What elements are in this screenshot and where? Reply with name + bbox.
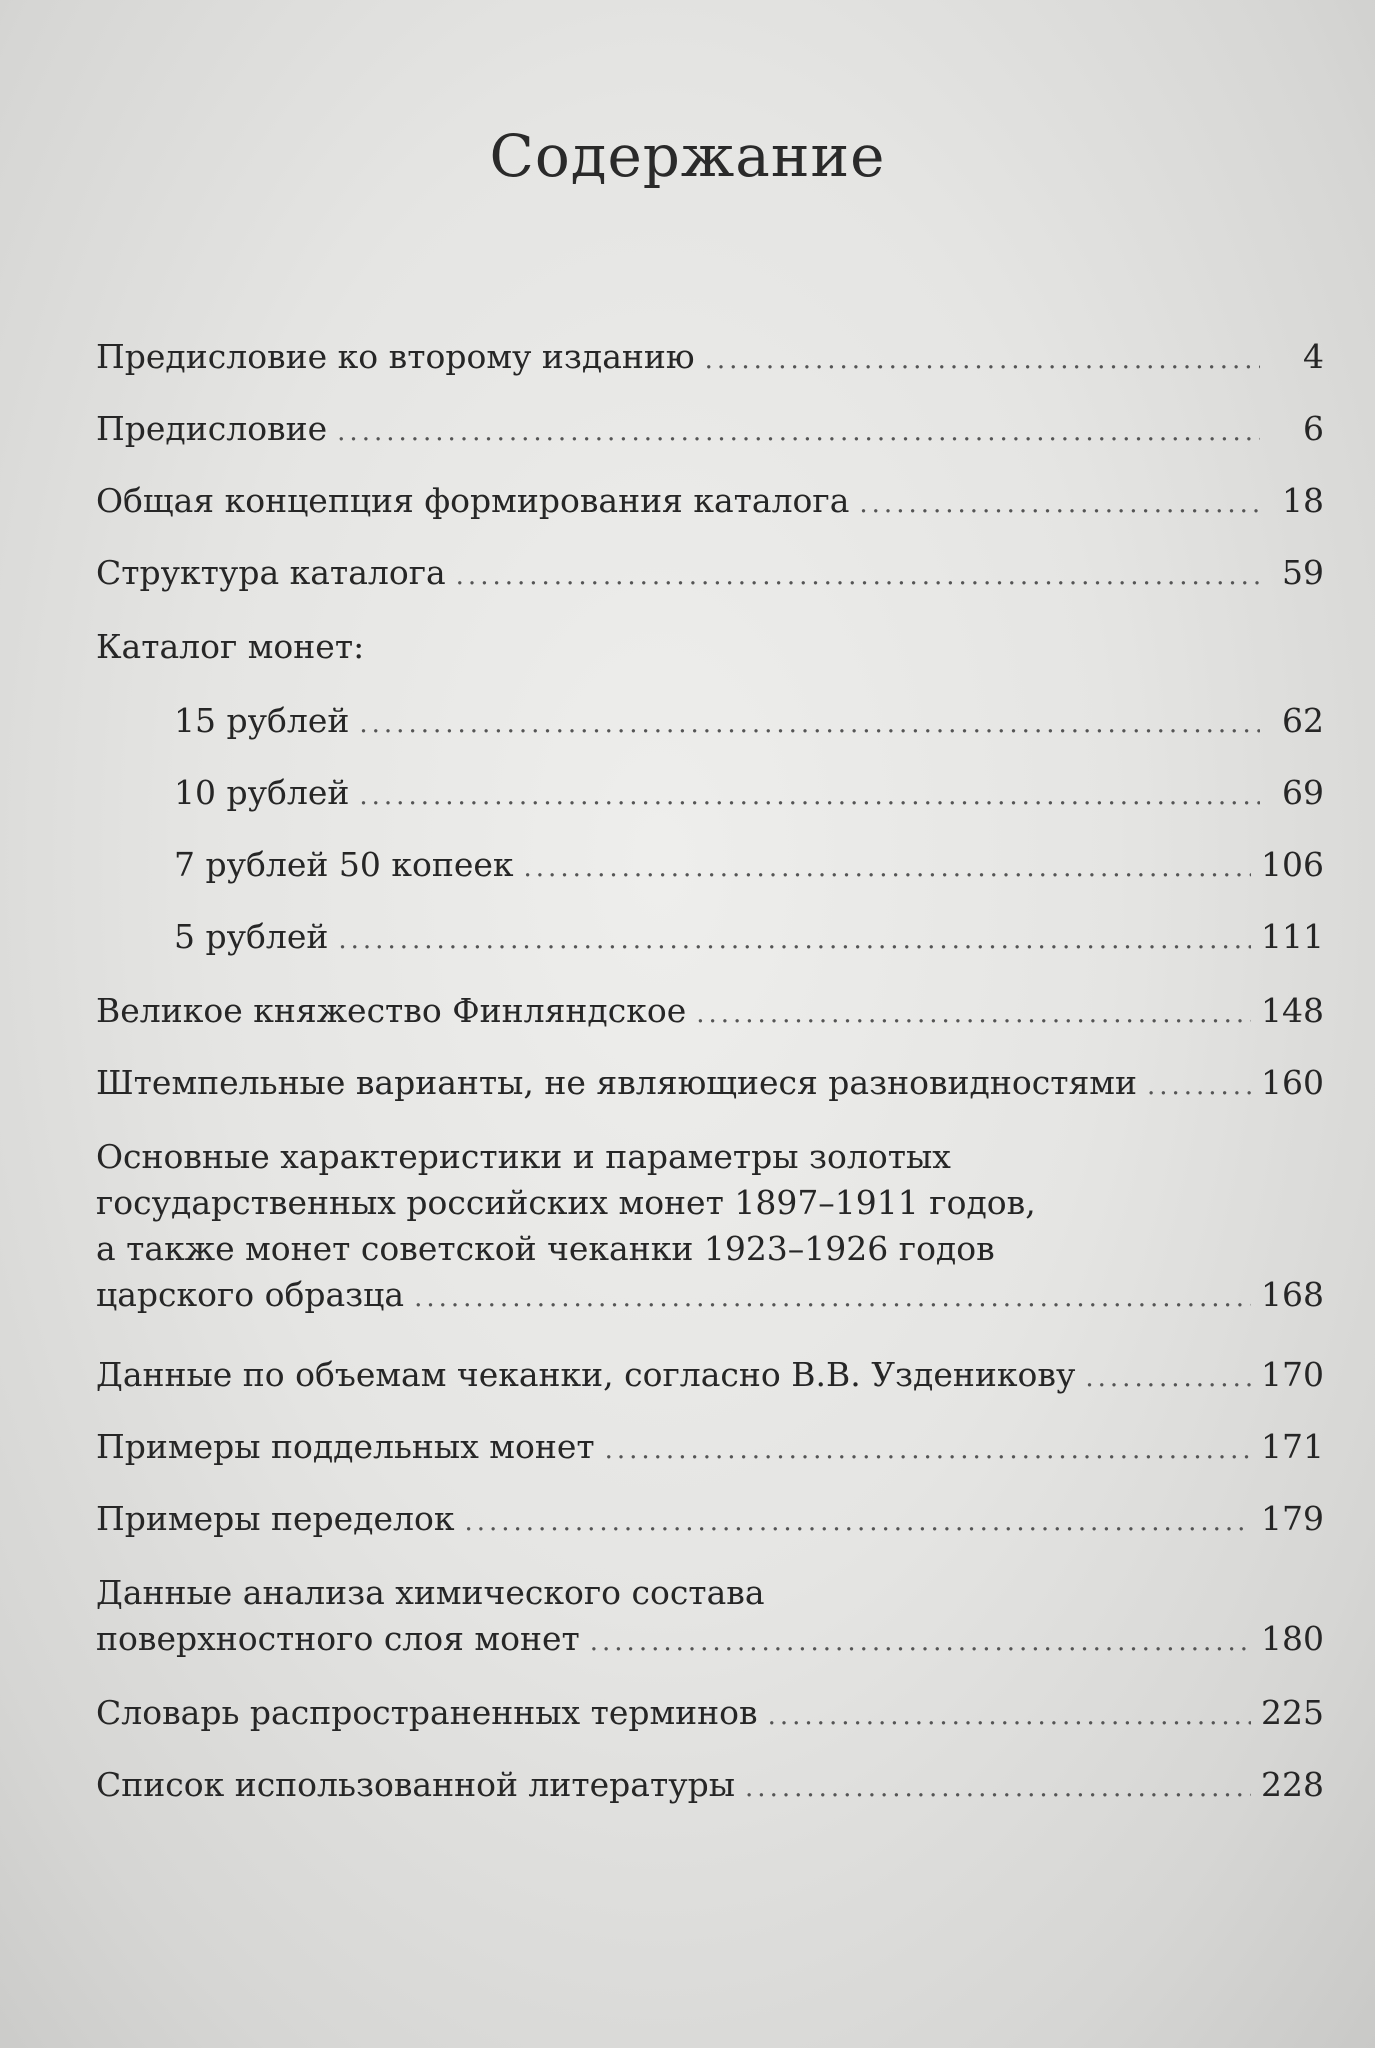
toc-entry-title: Общая концепция формирования каталога — [96, 481, 850, 520]
dot-leader — [745, 1765, 1251, 1811]
dot-leader — [338, 917, 1251, 963]
toc-entry-page: 106 — [1261, 845, 1324, 884]
toc-entry — [96, 1352, 1324, 1401]
dot-leader — [1147, 1063, 1251, 1109]
dot-leader — [696, 991, 1251, 1037]
toc-entry — [96, 334, 1324, 383]
dot-leader — [524, 845, 1251, 891]
toc-entry-title: 5 рублей — [174, 917, 329, 956]
toc-entry-title: Словарь распространенных терминов — [96, 1693, 758, 1732]
dot-leader — [414, 1275, 1251, 1321]
toc-entry-title-line: Данные анализа химического состава — [96, 1573, 765, 1612]
toc-entry-title: Данные по объемам чеканки, согласно В.В. Узденикову — [96, 1355, 1076, 1394]
toc-entry-title: 10 рублей — [174, 773, 350, 812]
toc-entry-title: Предисловие ко второму изданию — [96, 337, 695, 376]
dot-leader — [859, 481, 1260, 527]
toc-entry — [96, 1762, 1324, 1811]
toc-entry-page: 6 — [1303, 409, 1324, 448]
toc-entry-page: 69 — [1282, 773, 1324, 812]
toc-entry-page: 18 — [1282, 481, 1324, 520]
dot-leader — [1085, 1355, 1251, 1401]
toc-entry-page: 62 — [1282, 701, 1324, 740]
toc-entry-title: Великое княжество Финляндское — [96, 991, 687, 1030]
toc-entry-page: 180 — [1261, 1619, 1324, 1658]
toc-entry — [96, 406, 1324, 455]
toc-entry-page: 59 — [1282, 553, 1324, 592]
dot-leader — [705, 337, 1260, 383]
dot-leader — [359, 773, 1260, 819]
dot-leader — [464, 1499, 1251, 1545]
toc-entry-page: 4 — [1303, 337, 1324, 376]
toc-entry-title: Примеры переделок — [96, 1499, 455, 1538]
toc-entry-title: поверхностного слоя монет — [96, 1619, 580, 1658]
toc-entry — [96, 1496, 1324, 1545]
toc-entry-title: Штемпельные варианты, не являющиеся разновидностями — [96, 1063, 1137, 1102]
toc-entry-multiline — [96, 1134, 1324, 1321]
toc-entry-title: царского образца — [96, 1275, 405, 1314]
toc-entry-title-line: а также монет советской чеканки 1923–1926 годов — [96, 1229, 995, 1268]
toc-entry-title: Каталог монет: — [96, 627, 365, 666]
dot-leader — [590, 1619, 1251, 1665]
toc-entry-title: Список использованной литературы — [96, 1765, 736, 1804]
toc-entry-page: 160 — [1261, 1063, 1324, 1102]
toc-section-heading — [96, 624, 1324, 670]
toc-entry-page: 228 — [1261, 1765, 1324, 1804]
page-title: Содержание — [489, 122, 886, 190]
toc-subentry — [174, 914, 1324, 963]
toc-entry-page: 111 — [1261, 917, 1324, 956]
toc-subentry — [174, 770, 1324, 819]
dot-leader — [768, 1693, 1251, 1739]
toc-subentry — [174, 842, 1324, 891]
toc-entry-title: 7 рублей 50 копеек — [174, 845, 514, 884]
toc-entry-page: 171 — [1261, 1427, 1324, 1466]
dot-leader — [605, 1427, 1251, 1473]
toc-subentry — [174, 698, 1324, 747]
toc-entry-title: Предисловие — [96, 409, 328, 448]
toc-entry-page: 225 — [1261, 1693, 1324, 1732]
toc-entry — [96, 988, 1324, 1037]
toc-entry — [96, 1690, 1324, 1739]
toc-entry-page: 179 — [1261, 1499, 1324, 1538]
toc-entry — [96, 550, 1324, 599]
toc-entry-title: Примеры поддельных монет — [96, 1427, 595, 1466]
toc-entry-title-line: Основные характеристики и параметры золотых — [96, 1137, 951, 1176]
dot-leader — [337, 409, 1260, 455]
toc-entry — [96, 1060, 1324, 1109]
toc-entry-page: 168 — [1261, 1275, 1324, 1314]
dot-leader — [456, 553, 1260, 599]
toc-entry-title: Структура каталога — [96, 553, 446, 592]
toc-entry — [96, 1424, 1324, 1473]
toc-entry-title: 15 рублей — [174, 701, 350, 740]
dot-leader — [359, 701, 1260, 747]
toc-entry-multiline — [96, 1570, 1324, 1665]
toc-entry-page: 170 — [1261, 1355, 1324, 1394]
toc-entry-title-line: государственных российских монет 1897–1911 годов, — [96, 1183, 1036, 1222]
toc-entry-page: 148 — [1261, 991, 1324, 1030]
toc-entry — [96, 478, 1324, 527]
